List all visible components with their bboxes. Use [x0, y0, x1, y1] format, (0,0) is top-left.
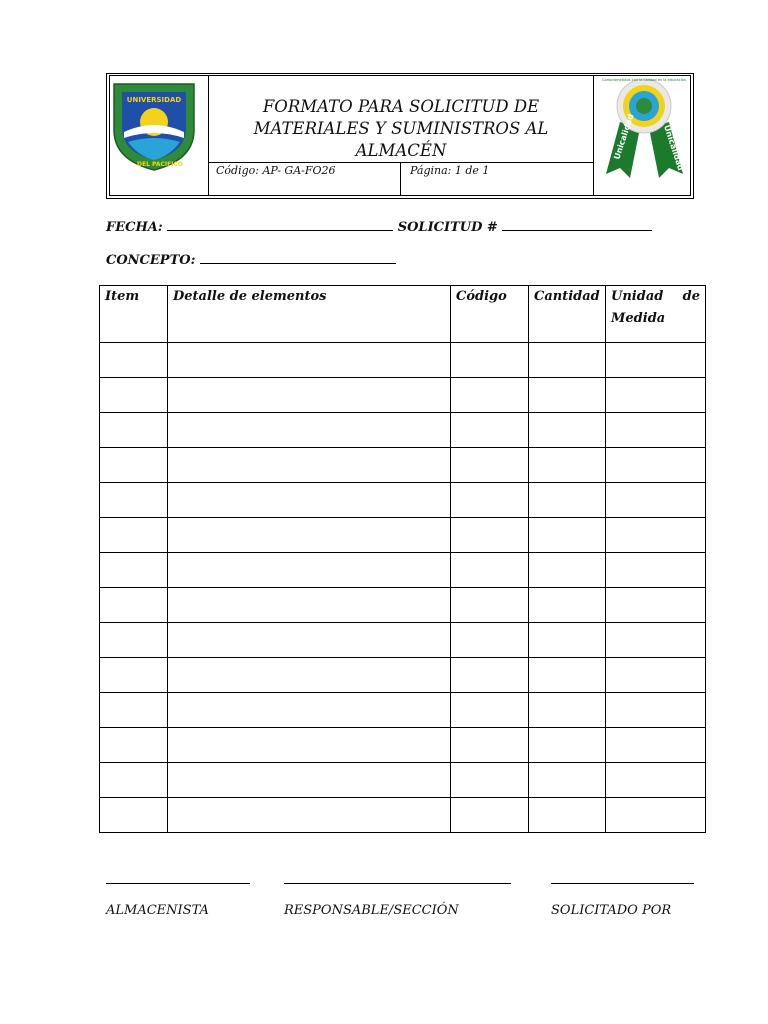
table-cell[interactable] — [606, 623, 706, 658]
table-cell[interactable] — [606, 588, 706, 623]
table-row — [100, 693, 706, 728]
table-cell[interactable] — [529, 378, 606, 413]
table-cell[interactable] — [529, 763, 606, 798]
table-cell[interactable] — [529, 448, 606, 483]
table-cell[interactable] — [168, 518, 451, 553]
table-cell[interactable] — [606, 798, 706, 833]
table-cell[interactable] — [100, 448, 168, 483]
table-cell[interactable] — [529, 588, 606, 623]
table-cell[interactable] — [451, 378, 529, 413]
table-cell[interactable] — [606, 378, 706, 413]
table-cell[interactable] — [168, 798, 451, 833]
table-cell[interactable] — [451, 728, 529, 763]
table-cell[interactable] — [529, 658, 606, 693]
col-header-item: Item — [100, 286, 168, 343]
table-cell[interactable] — [451, 483, 529, 518]
table-cell[interactable] — [100, 798, 168, 833]
table-cell[interactable] — [100, 483, 168, 518]
table-cell[interactable] — [100, 728, 168, 763]
table-cell[interactable] — [606, 728, 706, 763]
table-cell[interactable] — [168, 448, 451, 483]
fecha-field — [106, 218, 652, 235]
table-cell[interactable] — [168, 693, 451, 728]
table-cell[interactable] — [451, 588, 529, 623]
signature-responsable: RESPONSABLE/SECCIÓN — [284, 903, 459, 918]
col-header-detalle: Detalle de elementos — [168, 286, 451, 343]
table-cell[interactable] — [100, 588, 168, 623]
table-cell[interactable] — [100, 518, 168, 553]
table-row — [100, 518, 706, 553]
fecha-label: FECHA: — [106, 220, 163, 235]
table-row — [100, 658, 706, 693]
table-cell[interactable] — [168, 413, 451, 448]
table-cell[interactable] — [100, 763, 168, 798]
table-row — [100, 588, 706, 623]
signature-solicitado: SOLICITADO POR — [551, 903, 672, 918]
table-cell[interactable] — [168, 623, 451, 658]
logo-text-top: UNIVERSIDAD — [126, 96, 182, 104]
table-row — [100, 448, 706, 483]
table-cell[interactable] — [100, 693, 168, 728]
table-cell[interactable] — [100, 553, 168, 588]
quality-seal-logo — [598, 76, 691, 180]
table-cell[interactable] — [100, 658, 168, 693]
table-cell[interactable] — [529, 728, 606, 763]
table-cell[interactable] — [606, 518, 706, 553]
items-table — [99, 285, 706, 833]
form-title: FORMATO PARA SOLICITUD DE MATERIALES Y SUMINISTROS AL ALMACÉN — [253, 97, 549, 160]
form-code: Código: AP- GA-FO26 — [216, 164, 336, 177]
table-cell[interactable] — [606, 763, 706, 798]
table-row — [100, 623, 706, 658]
table-cell[interactable] — [529, 623, 606, 658]
table-row — [100, 728, 706, 763]
table-row — [100, 413, 706, 448]
header-divider — [593, 75, 594, 196]
seal-arc-text: Comprometidos con la calidad en la educación — [601, 78, 687, 82]
table-cell[interactable] — [168, 658, 451, 693]
table-row — [100, 483, 706, 518]
table-cell[interactable] — [168, 553, 451, 588]
university-logo — [110, 80, 200, 172]
concepto-field — [106, 251, 396, 268]
col-header-codigo: Código — [451, 286, 529, 343]
ribbon-text-right: Unicalidad — [662, 123, 686, 172]
col-header-cantidad: Cantidad — [529, 286, 606, 343]
header-divider — [400, 162, 401, 196]
table-cell[interactable] — [451, 693, 529, 728]
ribbon-text-left: Unicalidad — [612, 112, 636, 161]
table-row — [100, 798, 706, 833]
table-cell[interactable] — [529, 483, 606, 518]
table-cell[interactable] — [451, 448, 529, 483]
table-row — [100, 343, 706, 378]
table-cell[interactable] — [529, 518, 606, 553]
solicitud-label: SOLICITUD # — [397, 220, 498, 235]
table-cell[interactable] — [606, 413, 706, 448]
table-cell[interactable] — [451, 623, 529, 658]
table-cell[interactable] — [606, 483, 706, 518]
signature-line — [106, 883, 250, 884]
table-cell[interactable] — [168, 588, 451, 623]
table-cell[interactable] — [606, 343, 706, 378]
table-cell[interactable] — [168, 483, 451, 518]
table-cell[interactable] — [168, 728, 451, 763]
table-cell[interactable] — [529, 798, 606, 833]
table-cell[interactable] — [606, 693, 706, 728]
table-cell[interactable] — [529, 343, 606, 378]
table-cell[interactable] — [451, 763, 529, 798]
form-page: Página: 1 de 1 — [410, 164, 490, 177]
table-cell[interactable] — [529, 553, 606, 588]
table-cell[interactable] — [451, 553, 529, 588]
table-cell[interactable] — [529, 413, 606, 448]
signature-line — [551, 883, 694, 884]
concepto-label: CONCEPTO: — [106, 253, 196, 268]
table-cell[interactable] — [451, 343, 529, 378]
table-cell[interactable] — [529, 693, 606, 728]
table-cell[interactable] — [100, 623, 168, 658]
solicitud-blank[interactable] — [502, 218, 652, 231]
concepto-blank[interactable] — [200, 251, 396, 264]
table-cell[interactable] — [168, 343, 451, 378]
table-cell[interactable] — [606, 448, 706, 483]
table-cell[interactable] — [100, 343, 168, 378]
table-cell[interactable] — [451, 413, 529, 448]
table-cell[interactable] — [100, 413, 168, 448]
table-cell[interactable] — [100, 378, 168, 413]
fecha-blank[interactable] — [167, 218, 393, 231]
table-row — [100, 763, 706, 798]
table-cell[interactable] — [451, 658, 529, 693]
table-cell[interactable] — [168, 763, 451, 798]
table-cell[interactable] — [606, 553, 706, 588]
table-cell[interactable] — [451, 518, 529, 553]
logo-text-bottom: DEL PACIFICO — [137, 161, 183, 168]
table-header-row — [100, 286, 706, 343]
header-divider — [208, 75, 209, 196]
table-cell[interactable] — [168, 378, 451, 413]
signature-almacenista: ALMACENISTA — [106, 903, 209, 918]
table-row — [100, 553, 706, 588]
table-cell[interactable] — [606, 658, 706, 693]
table-row — [100, 378, 706, 413]
table-cell[interactable] — [451, 798, 529, 833]
signature-line — [284, 883, 511, 884]
col-header-unidad: Unidad de Medida — [606, 286, 706, 343]
